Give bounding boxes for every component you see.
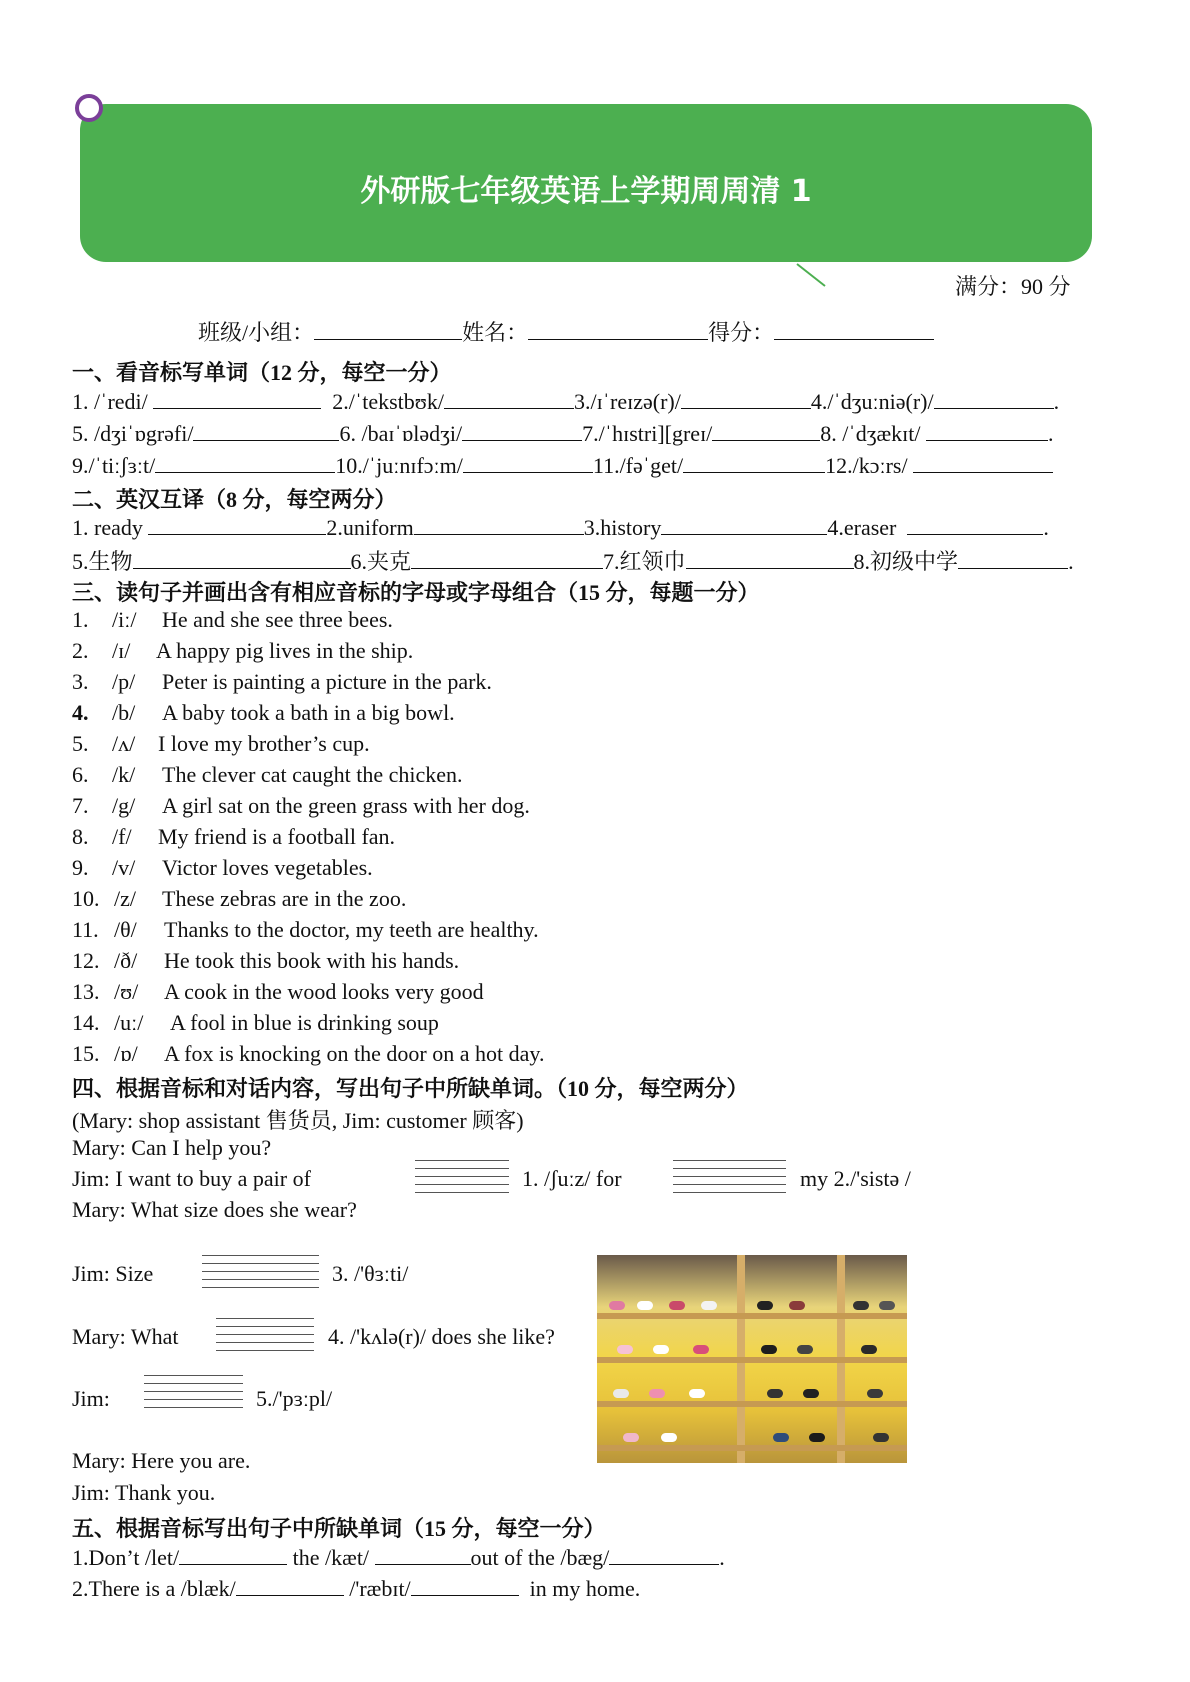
s1-q3: 3./ɪˈreɪzə(r)/ xyxy=(573,389,681,414)
s1-q7: 7./ˈhɪstri][greɪ/ xyxy=(582,421,713,446)
shoe-icon xyxy=(689,1389,705,1398)
shoe-icon xyxy=(853,1301,869,1310)
answer-blank[interactable] xyxy=(686,548,854,569)
answer-lines-2[interactable] xyxy=(673,1160,786,1200)
item-ipa: /uː/ xyxy=(114,1010,144,1035)
period: . xyxy=(719,1545,725,1570)
s2-q3: 3.history xyxy=(583,515,662,540)
dialog-line-5: Mary: What xyxy=(72,1324,179,1349)
shoe-icon xyxy=(613,1389,629,1398)
period: . xyxy=(1043,515,1049,540)
answer-blank[interactable] xyxy=(681,388,811,409)
class-blank[interactable] xyxy=(314,319,462,340)
shoe-icon xyxy=(789,1301,805,1310)
dialog-line-3: Mary: What size does she wear? xyxy=(72,1197,357,1222)
shoe-icon xyxy=(861,1345,877,1354)
answer-blank[interactable] xyxy=(193,420,339,441)
page-title: 外研版七年级英语上学期周周清 1 xyxy=(360,174,812,209)
dialog-line-2-ipa: 1. /ʃuːz/ for xyxy=(522,1166,622,1191)
s2-row1 xyxy=(72,514,1049,541)
answer-blank[interactable] xyxy=(926,420,1048,441)
list-item xyxy=(72,917,539,943)
item-ipa: /p/ xyxy=(112,669,136,694)
period: . xyxy=(1048,421,1054,446)
item-ipa: /ɒ/ xyxy=(114,1041,138,1066)
item-ipa: /iː/ xyxy=(112,607,137,632)
list-item xyxy=(72,948,459,974)
section4-heading: 四、根据音标和对话内容，写出句子中所缺单词。（10 分，每空两分） xyxy=(72,1076,749,1101)
item-ipa: /k/ xyxy=(112,762,136,787)
shelf xyxy=(597,1357,907,1363)
answer-blank[interactable] xyxy=(153,388,321,409)
shoe-icon xyxy=(757,1301,773,1310)
shoe-icon xyxy=(637,1301,653,1310)
shoe-icon xyxy=(873,1433,889,1442)
dialog-line-4: Jim: Size xyxy=(72,1261,154,1286)
name-label: 姓名： xyxy=(462,320,529,345)
answer-blank[interactable] xyxy=(609,1544,719,1565)
item-number: 3. xyxy=(72,669,89,694)
s1-q4: 4./ˈdʒuːniə(r)/ xyxy=(810,389,934,414)
item-number: 14. xyxy=(72,1010,100,1035)
s1-row2 xyxy=(72,420,1054,447)
banner-tail-icon xyxy=(795,260,831,290)
s2-q5: 5.生物 xyxy=(72,549,133,574)
answer-blank[interactable] xyxy=(712,420,820,441)
item-number: 1. xyxy=(72,607,89,632)
answer-blank[interactable] xyxy=(133,548,351,569)
s5-q2-part: /'ræbɪt/ xyxy=(349,1576,411,1601)
shoe-icon xyxy=(767,1389,783,1398)
item-sentence: A cook in the wood looks very good xyxy=(164,979,484,1004)
item-ipa: /v/ xyxy=(112,855,136,880)
s1-row1 xyxy=(72,388,1059,415)
s1-q8: 8. /ˈdʒækɪt/ xyxy=(820,421,921,446)
item-sentence: He took this book with his hands. xyxy=(164,948,460,973)
section3-heading: 三、读句子并画出含有相应音标的字母或字母组合（15 分，每题一分） xyxy=(72,580,760,605)
item-sentence: Peter is painting a picture in the park. xyxy=(162,669,492,694)
shoe-icon xyxy=(809,1433,825,1442)
shelf xyxy=(597,1401,907,1407)
answer-blank[interactable] xyxy=(148,514,326,535)
list-item xyxy=(72,793,530,819)
s5-q1-part: 1.Don’t /let/ xyxy=(72,1545,180,1570)
dialog-line-8: Jim: Thank you. xyxy=(72,1480,216,1505)
item-number: 2. xyxy=(72,638,89,663)
dialog-line-7: Mary: Here you are. xyxy=(72,1448,251,1473)
class-label: 班级/小组： xyxy=(198,320,315,345)
s2-q8: 8.初级中学 xyxy=(853,549,959,574)
item-number: 9. xyxy=(72,855,89,880)
shoe-icon xyxy=(693,1345,709,1354)
item-number: 8. xyxy=(72,824,89,849)
shoe-icon xyxy=(867,1389,883,1398)
answer-blank[interactable] xyxy=(411,548,603,569)
s2-q7: 7.红领巾 xyxy=(603,549,686,574)
dialog-line-2: Jim: I want to buy a pair of xyxy=(72,1166,311,1191)
s2-row2 xyxy=(72,545,1074,576)
shoe-icon xyxy=(669,1301,685,1310)
s5-q1-part: the /kæt/ xyxy=(292,1545,370,1570)
item-number: 12. xyxy=(72,948,100,973)
item-number: 4. xyxy=(72,700,89,725)
s2-q6: 6.夹克 xyxy=(350,549,412,574)
item-sentence: He and she see three bees. xyxy=(162,607,393,632)
shelf xyxy=(597,1445,907,1451)
answer-blank[interactable] xyxy=(913,452,1053,473)
answer-blank[interactable] xyxy=(179,1544,287,1565)
name-blank[interactable] xyxy=(528,319,708,340)
shoe-icon xyxy=(617,1345,633,1354)
item-ipa: /g/ xyxy=(112,793,136,818)
dialog-line-4-ipa: 3. /'θɜːti/ xyxy=(332,1261,409,1286)
s1-q5: 5. /dʒiˈɒgrəfi/ xyxy=(72,421,194,446)
item-number: 11. xyxy=(72,917,99,942)
answer-lines-5[interactable] xyxy=(144,1375,243,1415)
dialog-line-2-end: my 2./'sistə / xyxy=(800,1166,911,1191)
s1-q1: 1. /ˈredi/ xyxy=(72,389,148,414)
answer-blank[interactable] xyxy=(661,514,827,535)
score-label: 得分： xyxy=(708,320,775,345)
s1-q11: 11./fəˈget/ xyxy=(592,453,684,478)
item-ipa: /ð/ xyxy=(114,948,138,973)
answer-blank[interactable] xyxy=(463,452,593,473)
list-item xyxy=(72,762,463,788)
title-banner xyxy=(80,104,1092,262)
shoe-icon xyxy=(879,1301,895,1310)
section1-heading: 一、看音标写单词（12 分，每空一分） xyxy=(72,360,452,385)
list-item xyxy=(72,979,484,1005)
shoe-icon xyxy=(701,1301,717,1310)
shoe-icon xyxy=(653,1345,669,1354)
shelf xyxy=(597,1313,907,1319)
full-score: 满分：90 分 xyxy=(955,274,1071,299)
s1-q2: 2./ˈtekstbʊk/ xyxy=(332,389,444,414)
dialog-line-6: Jim: xyxy=(72,1386,110,1411)
s1-q6: 6. /baɪˈɒlədʒi/ xyxy=(339,421,463,446)
s5-q2 xyxy=(72,1575,640,1602)
shoe-icon xyxy=(797,1345,813,1354)
period: . xyxy=(1068,549,1074,574)
item-sentence: A fool in blue is drinking soup xyxy=(170,1010,439,1035)
item-sentence: A baby took a bath in a big bowl. xyxy=(162,700,455,725)
section2-heading: 二、英汉互译（8 分，每空两分） xyxy=(72,487,397,512)
answer-lines-3[interactable] xyxy=(202,1255,319,1295)
dialog-intro: (Mary: shop assistant 售货员, Jim: customer 顾客) xyxy=(72,1108,524,1133)
list-item xyxy=(72,855,373,881)
shoe-icon xyxy=(661,1433,677,1442)
item-number: 13. xyxy=(72,979,100,1004)
answer-lines-1[interactable] xyxy=(415,1160,509,1200)
answer-blank[interactable] xyxy=(375,1544,471,1565)
period: . xyxy=(1053,389,1060,414)
shoe-icon xyxy=(609,1301,625,1310)
s5-q2-part: 2.There is a /blæk/ xyxy=(72,1576,236,1601)
shoe-icon xyxy=(773,1433,789,1442)
shoe-icon xyxy=(761,1345,777,1354)
list-item xyxy=(72,607,393,633)
section5-heading: 五、根据音标写出句子中所缺单词（15 分，每空一分） xyxy=(72,1516,606,1541)
item-ipa: /θ/ xyxy=(114,917,137,942)
answer-blank[interactable] xyxy=(958,548,1068,569)
item-sentence: These zebras are in the zoo. xyxy=(162,886,407,911)
list-item xyxy=(72,700,455,726)
item-sentence: I love my brother’s cup. xyxy=(158,731,370,756)
item-number: 5. xyxy=(72,731,89,756)
item-sentence: Thanks to the doctor, my teeth are healthy. xyxy=(164,917,539,942)
answer-blank[interactable] xyxy=(411,1575,519,1596)
list-item xyxy=(72,638,413,664)
dialog-line-1: Mary: Can I help you? xyxy=(72,1135,272,1160)
answer-blank[interactable] xyxy=(462,420,582,441)
list-item xyxy=(72,731,370,757)
list-item xyxy=(72,1010,439,1036)
shoe-store-photo xyxy=(597,1255,907,1463)
s5-q1 xyxy=(72,1544,725,1571)
item-ipa: /z/ xyxy=(114,886,136,911)
answer-blank[interactable] xyxy=(155,452,335,473)
info-line xyxy=(198,316,934,347)
shoe-icon xyxy=(649,1389,665,1398)
s1-row3 xyxy=(72,452,1053,479)
item-number: 6. xyxy=(72,762,89,787)
item-number: 7. xyxy=(72,793,89,818)
item-ipa: /ɪ/ xyxy=(112,638,131,663)
list-item xyxy=(72,824,395,850)
item-number: 10. xyxy=(72,886,100,911)
circle-decoration xyxy=(75,94,103,122)
dialog-line-5-ipa: 4. /'kʌlə(r)/ does she like? xyxy=(328,1324,555,1349)
item-sentence: A girl sat on the green grass with her dog. xyxy=(162,793,530,818)
s5-q2-part: in my home. xyxy=(529,1576,641,1601)
answer-blank[interactable] xyxy=(414,514,584,535)
item-ipa: /ʊ/ xyxy=(114,979,139,1004)
list-item xyxy=(72,669,492,695)
item-sentence: The clever cat caught the chicken. xyxy=(162,762,463,787)
list-item xyxy=(72,886,406,912)
answer-blank[interactable] xyxy=(934,388,1054,409)
s5-q1-part: out of the /bæg/ xyxy=(470,1545,610,1570)
answer-blank[interactable] xyxy=(907,514,1043,535)
answer-blank[interactable] xyxy=(683,452,825,473)
answer-blank[interactable] xyxy=(444,388,574,409)
item-sentence: A fox is knocking on the door on a hot day. xyxy=(164,1041,545,1066)
s1-q12: 12./kɔːrs/ xyxy=(825,453,908,478)
item-sentence: Victor loves vegetables. xyxy=(162,855,373,880)
item-ipa: /f/ xyxy=(112,824,132,849)
dialog-line-6-ipa: 5./'pɜːpl/ xyxy=(256,1386,333,1411)
shoe-icon xyxy=(623,1433,639,1442)
item-sentence: My friend is a football fan. xyxy=(158,824,396,849)
item-ipa: /b/ xyxy=(112,700,136,725)
s2-q4: 4.eraser xyxy=(827,515,897,540)
s1-q10: 10./ˈjuːnɪfɔːm/ xyxy=(335,453,463,478)
list-item xyxy=(72,1041,544,1067)
s2-q2: 2.uniform xyxy=(326,515,414,540)
s2-q1: 1. ready xyxy=(72,515,143,540)
item-sentence: A happy pig lives in the ship. xyxy=(156,638,414,663)
s1-q9: 9./ˈtiːʃɜːt/ xyxy=(72,453,156,478)
answer-blank[interactable] xyxy=(236,1575,344,1596)
score-blank[interactable] xyxy=(774,319,934,340)
item-number: 15. xyxy=(72,1041,100,1066)
answer-lines-4[interactable] xyxy=(216,1318,314,1358)
item-ipa: /ʌ/ xyxy=(112,731,136,756)
shoe-icon xyxy=(803,1389,819,1398)
